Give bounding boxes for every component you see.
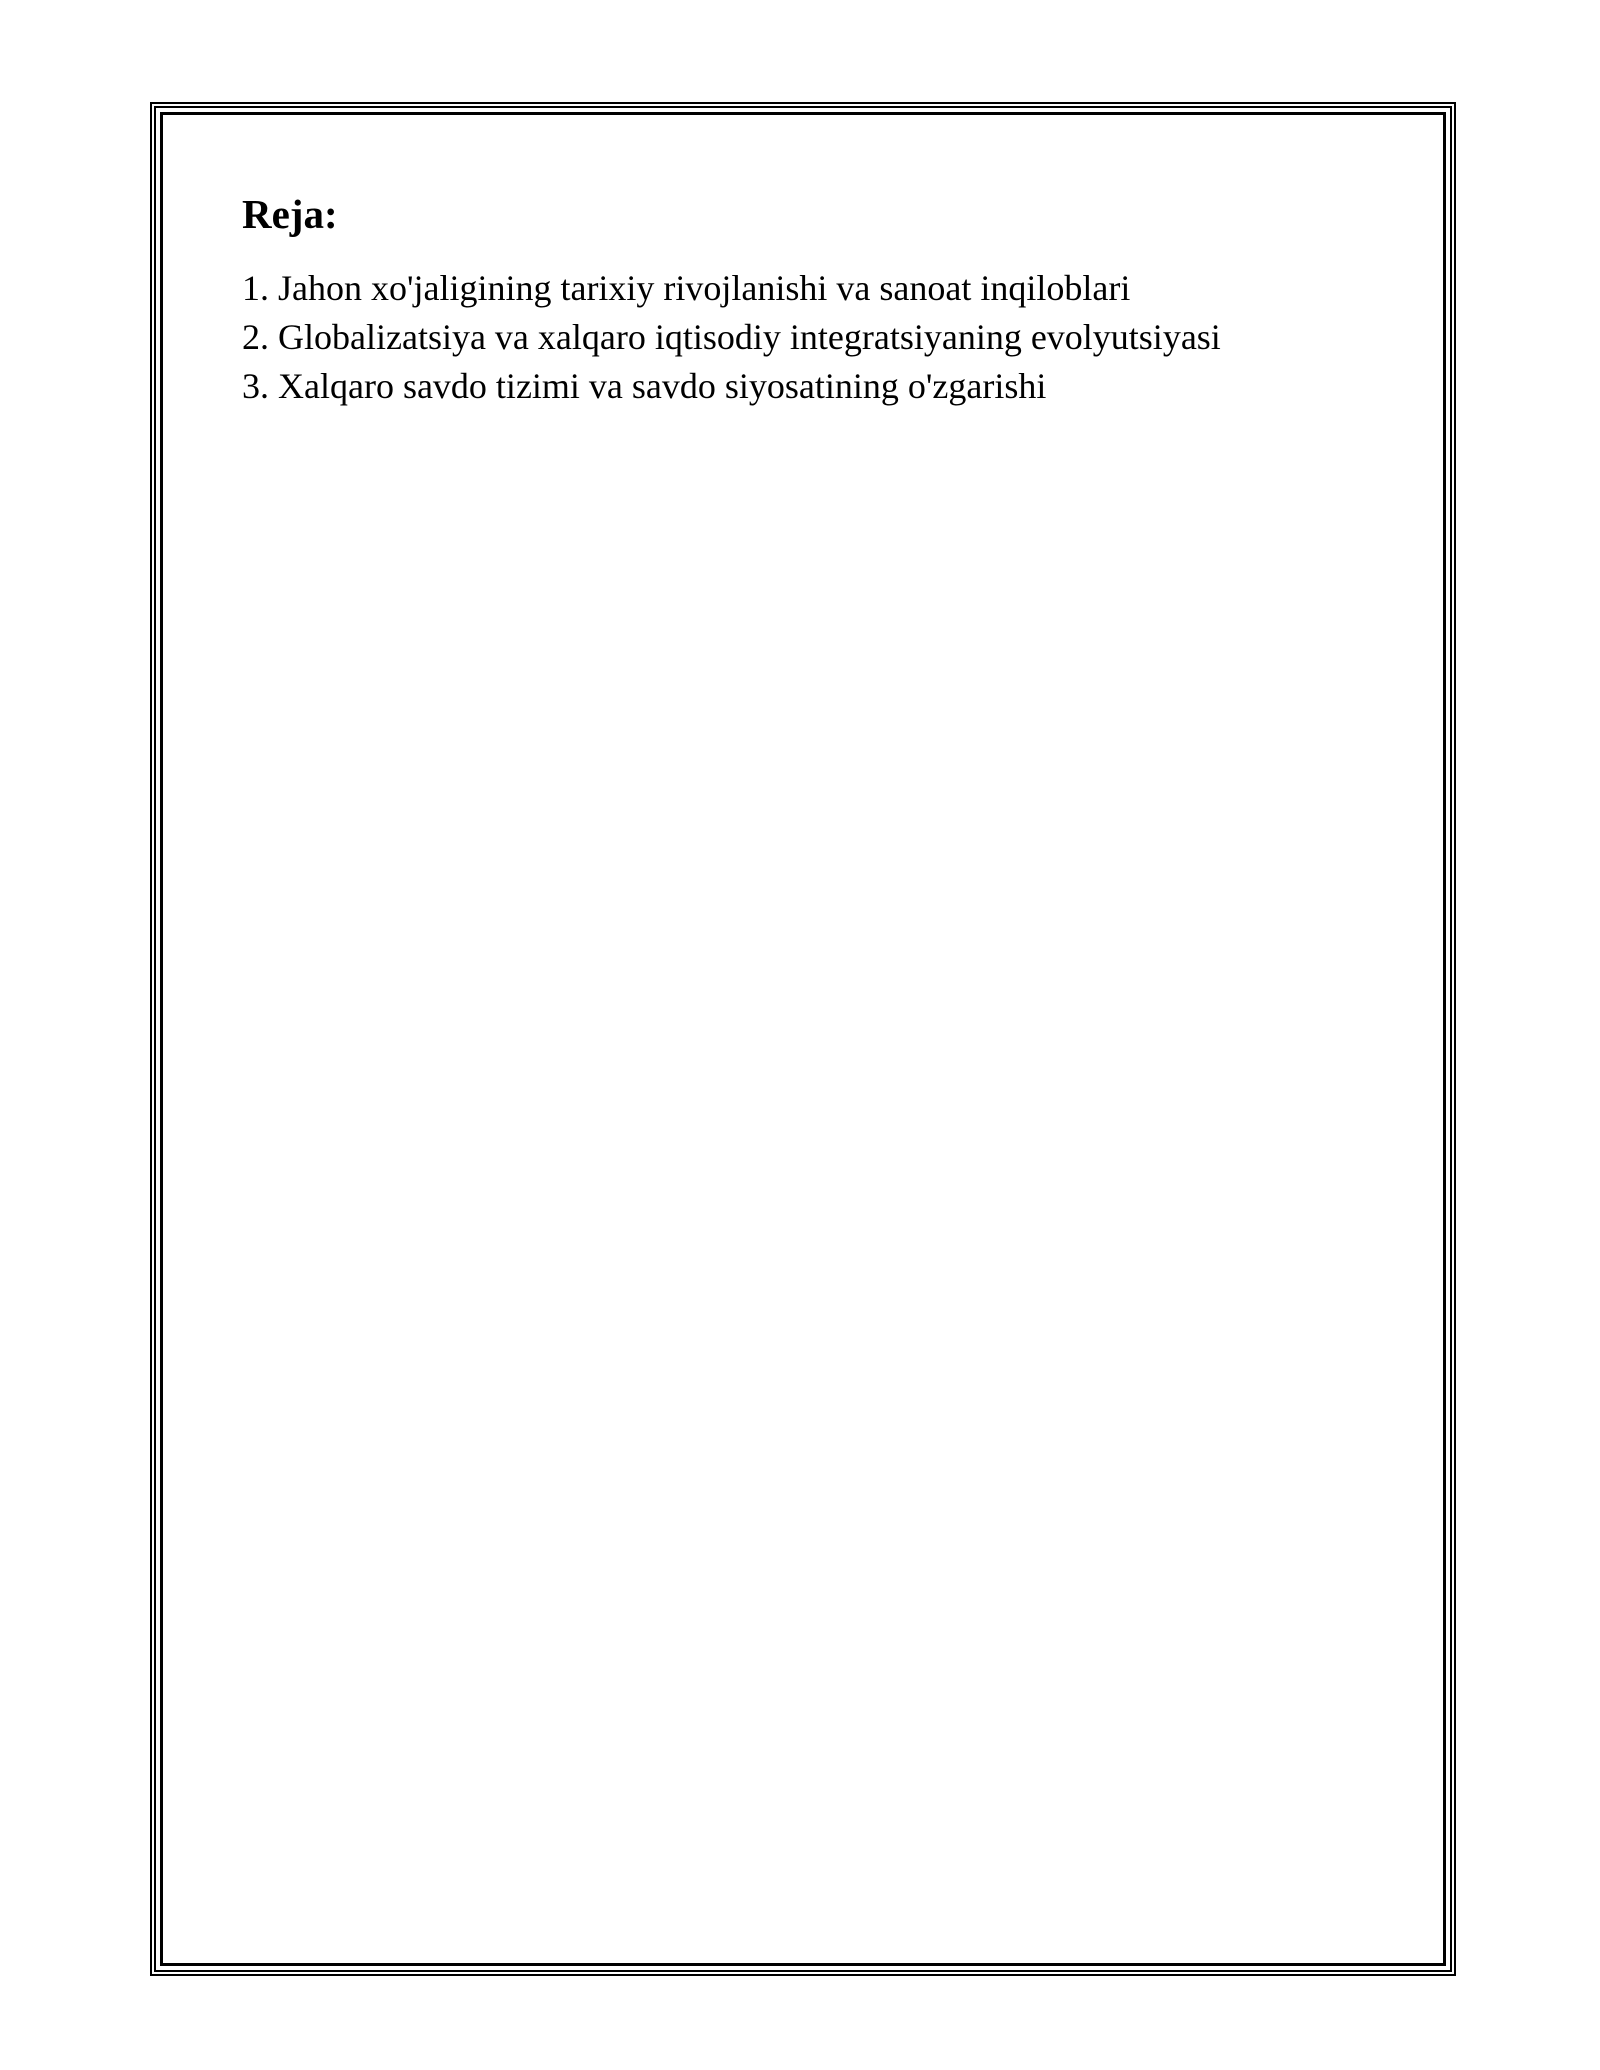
plan-item-2: 2. Globalizatsiya va xalqaro iqtisodiy integratsiyaning evolyutsiyasi — [242, 317, 1221, 357]
page-border-frame — [150, 102, 1456, 1976]
page-title: Reja: — [242, 191, 338, 237]
plan-item-1: 1. Jahon xo'jaligining tarixiy rivojlanishi va sanoat inqiloblari — [242, 268, 1131, 308]
page-content — [242, 190, 1364, 411]
plan-item-3: 3. Xalqaro savdo tizimi va savdo siyosatining o'zgarishi — [242, 366, 1047, 406]
plan-list — [242, 264, 1364, 411]
